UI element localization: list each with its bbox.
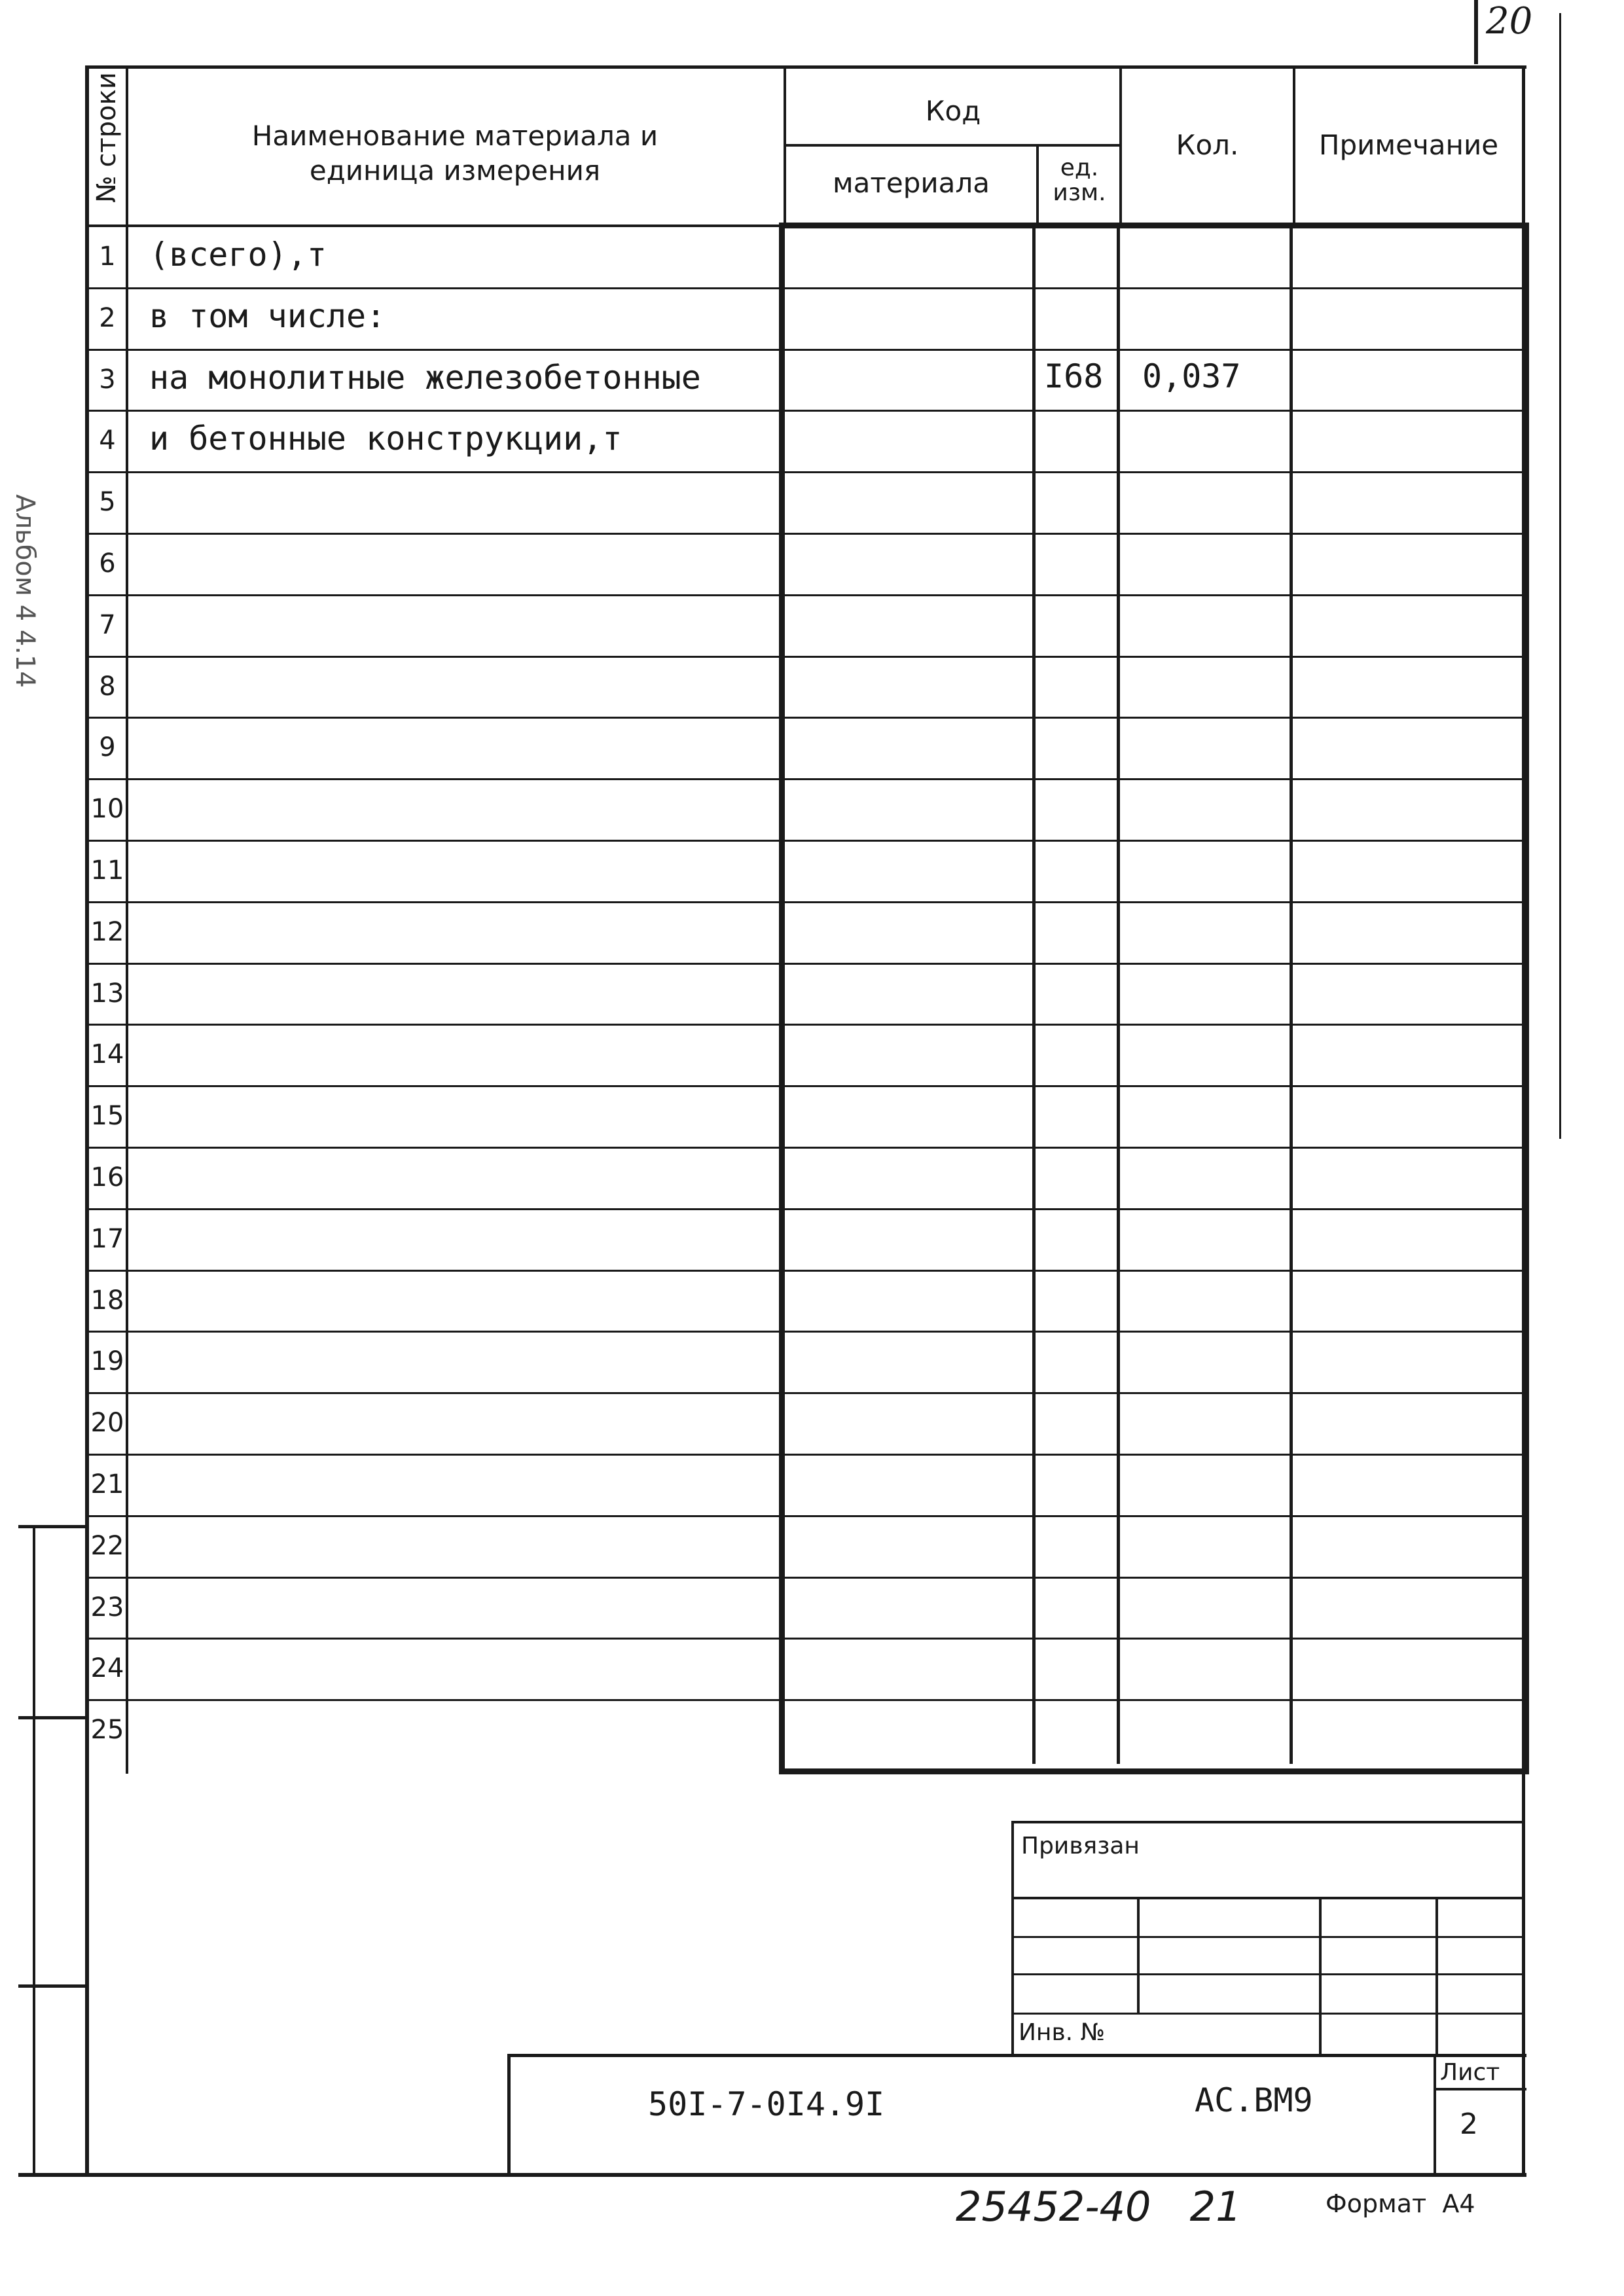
header-code-divider: [784, 144, 1122, 147]
margin-line: [1559, 13, 1561, 1139]
row-line: [89, 1085, 1523, 1087]
row-number: 18: [90, 1285, 124, 1316]
header-code-unit-text: ед. изм.: [1053, 154, 1106, 206]
row-line: [89, 1024, 1523, 1026]
row-line: [89, 1515, 1523, 1517]
attached-col3: [1435, 1897, 1438, 2054]
row-line: [89, 471, 1523, 473]
titleblock-top: [507, 2054, 1526, 2057]
body-note-left-line: [1290, 226, 1293, 1764]
row-line: [89, 778, 1523, 780]
attached-top: [1011, 1821, 1525, 1823]
titleblock-left: [507, 2054, 511, 2177]
bottom-border: [18, 2173, 1526, 2177]
row-number: 12: [90, 917, 124, 947]
row-number: 9: [99, 732, 116, 762]
left-stamp-mid1: [18, 1716, 89, 1719]
row-quantity: 0,037: [1142, 357, 1241, 395]
row-line: [89, 1331, 1523, 1333]
row-line: [89, 963, 1523, 965]
row-line: [89, 410, 1523, 412]
row-line: [89, 901, 1523, 903]
top-border: [85, 65, 1526, 69]
left-stamp-inner-line: [33, 1525, 35, 2174]
sheet-divider: [1434, 2088, 1526, 2090]
header-code-material: материала: [832, 167, 990, 199]
row-name: в том числе:: [149, 297, 386, 335]
header-note: Примечание: [1318, 129, 1499, 161]
row-line: [89, 656, 1523, 658]
attached-col2: [1319, 1897, 1322, 2054]
header-name-line2: единица измерения: [309, 154, 601, 187]
row-number: 23: [90, 1592, 124, 1623]
footer-format: Формат А4: [1326, 2189, 1475, 2218]
attached-row2: [1011, 1936, 1525, 1938]
row-number: 13: [90, 978, 124, 1009]
row-number: 8: [99, 672, 116, 702]
header-code-unit: [1039, 156, 1120, 206]
row-number: 3: [99, 365, 116, 395]
row-number: 19: [90, 1346, 124, 1376]
row-line: [89, 717, 1523, 719]
row-number: 7: [99, 610, 116, 640]
row-number: 22: [90, 1531, 124, 1561]
row-line: [89, 1699, 1523, 1701]
left-stamp-mid2: [18, 1984, 89, 1988]
row-line: [89, 840, 1523, 842]
row-line: [89, 287, 1523, 289]
attached-row1: [1011, 1897, 1525, 1899]
row-line: [89, 1270, 1523, 1272]
header-row-no-text: № строки: [92, 72, 122, 203]
stamp-inv-no: Инв. №: [1019, 2019, 1106, 2046]
row-number: 2: [99, 303, 116, 333]
row-number: 17: [90, 1224, 124, 1254]
row-number: 24: [90, 1653, 124, 1683]
stamp-doc-code: 50I-7-0I4.9I: [648, 2085, 885, 2123]
stamp-sheet-no: 2: [1460, 2108, 1478, 2141]
attached-row3: [1011, 1973, 1525, 1975]
row-number: 6: [99, 548, 116, 579]
body-thick-box: [779, 223, 1529, 1774]
sheet-left: [1434, 2054, 1436, 2177]
row-number: 20: [90, 1408, 124, 1438]
row-line: [89, 349, 1523, 351]
row-number: 1: [99, 242, 116, 272]
attached-col1: [1137, 1897, 1140, 2015]
row-line: [89, 594, 1523, 596]
side-album-text: Альбом 4 4.14: [9, 494, 40, 688]
row-name: и бетонные конструкции,т: [149, 420, 623, 457]
row-number: 11: [90, 855, 124, 886]
footer-handwritten: 25452-40 21: [956, 2183, 1242, 2231]
stamp-doc-mark: АС.ВМ9: [1195, 2081, 1313, 2119]
header-name: [131, 119, 779, 188]
row-line: [89, 1147, 1523, 1149]
row-line: [89, 533, 1523, 535]
header-qty: Кол.: [1176, 129, 1239, 161]
attached-left: [1011, 1821, 1014, 2056]
row-name: на монолитные железобетонные: [149, 359, 701, 397]
header-code: Код: [925, 95, 981, 127]
row-line: [89, 1638, 1523, 1640]
row-number: 16: [90, 1162, 124, 1193]
stamp-sheet-label: Лист: [1440, 2059, 1500, 2086]
row-number: 4: [99, 425, 116, 456]
row-name: (всего),т: [149, 236, 327, 274]
header-row-no: [90, 56, 124, 219]
row-line: [89, 1577, 1523, 1579]
row-number: 15: [90, 1101, 124, 1131]
attached-row4: [1011, 2013, 1525, 2015]
row-unit-code: I68: [1044, 357, 1104, 395]
row-line: [89, 1454, 1523, 1456]
body-qty-left-line: [1117, 226, 1120, 1764]
row-number: 14: [90, 1039, 124, 1069]
row-number: 10: [90, 794, 124, 824]
corner-divider: [1474, 0, 1478, 64]
body-unit-left-line: [1032, 226, 1036, 1764]
row-line: [89, 1208, 1523, 1210]
row-number: 25: [90, 1715, 124, 1745]
stamp-attached: Привязан: [1021, 1833, 1140, 1859]
row-line: [89, 1392, 1523, 1394]
row-number: 21: [90, 1469, 124, 1499]
left-stamp-top: [18, 1525, 89, 1528]
header-name-line1: Наименование материала и: [251, 120, 659, 152]
corner-page-number: 20: [1486, 0, 1533, 43]
row-number: 5: [99, 487, 116, 517]
